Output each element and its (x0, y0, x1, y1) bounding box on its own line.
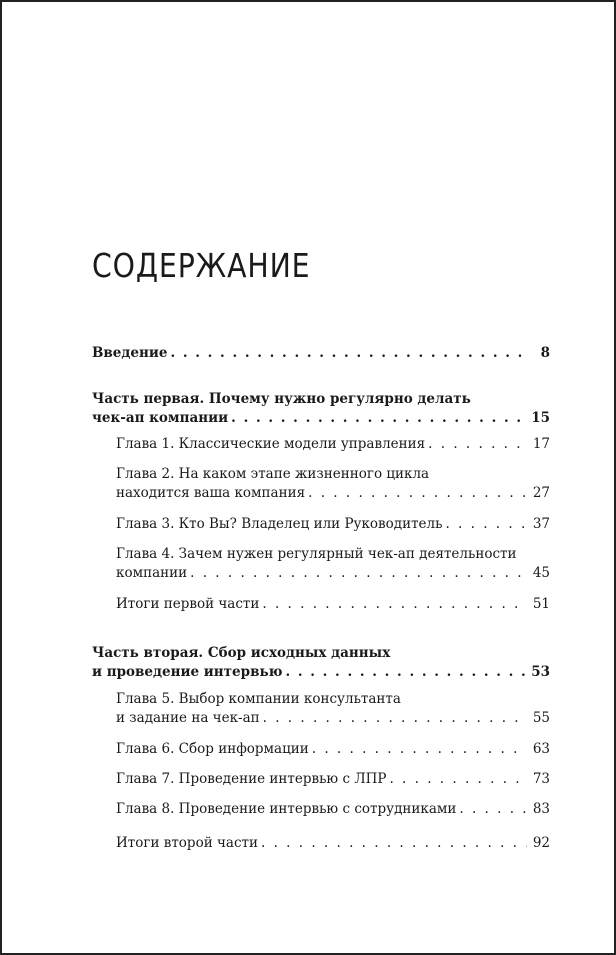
toc-chapter-entry[interactable] (116, 800, 550, 819)
toc-page-number: 83 (532, 801, 550, 817)
toc-chapter-entry[interactable] (116, 690, 550, 728)
toc-chapter-entry[interactable] (116, 515, 550, 534)
toc-entry-title: чек-ап компании (92, 410, 229, 426)
dot-leader (445, 515, 526, 534)
toc-entry-last-line (116, 435, 550, 454)
toc-entry-line: Часть вторая. Сбор исходных данных (92, 645, 391, 661)
toc-page-number: 37 (532, 516, 550, 532)
dot-leader (285, 663, 525, 682)
toc-chapter-entry[interactable] (116, 465, 550, 503)
toc-page-number: 45 (532, 565, 550, 581)
dot-leader (459, 800, 526, 819)
toc-entry-last-line (116, 595, 550, 614)
toc-entry-last-line (116, 800, 550, 819)
toc-chapter-entry[interactable] (116, 834, 550, 853)
dot-leader (170, 344, 528, 363)
toc-chapter-entry[interactable] (116, 595, 550, 614)
toc-entry-line: Глава 5. Выбор компании консультанта (116, 691, 401, 707)
toc-part-entry[interactable] (92, 644, 550, 682)
toc-entry-title: Глава 3. Кто Вы? Владелец или Руководитель (116, 516, 443, 532)
toc-entry-title: и проведение интервью (92, 664, 283, 680)
toc-page-number: 27 (532, 485, 550, 501)
toc-entry-last-line (116, 564, 550, 583)
toc-part-entry[interactable] (92, 390, 550, 428)
dot-leader (262, 595, 526, 614)
toc-chapter-entry[interactable] (116, 740, 550, 759)
toc-entry-title: Итоги второй части (116, 835, 258, 851)
toc-entry-title: Глава 8. Проведение интервью с сотрудниками (116, 801, 457, 817)
toc-chapter-entry[interactable] (116, 435, 550, 454)
toc-part-entry[interactable] (92, 344, 550, 363)
toc-page-number: 55 (532, 710, 550, 726)
toc-entry-title: и задание на чек-ап (116, 710, 260, 726)
toc-entry-title: Введение (92, 345, 168, 361)
toc-page-number: 15 (531, 410, 550, 426)
dot-leader (428, 435, 527, 454)
dot-leader (190, 564, 527, 583)
toc-entry-last-line (116, 770, 550, 789)
toc-entry-line: Часть первая. Почему нужно регулярно делать (92, 391, 471, 407)
toc-entry-last-line (92, 663, 550, 682)
toc-page-number: 73 (532, 771, 550, 787)
toc-entry-last-line (116, 515, 550, 534)
toc-page-number: 17 (532, 436, 550, 452)
toc-page-number: 8 (540, 345, 550, 361)
toc-entry-title: компании (116, 565, 188, 581)
toc-chapter-entry[interactable] (116, 770, 550, 789)
toc-chapter-entry[interactable] (116, 545, 550, 583)
dot-leader (261, 834, 527, 853)
toc-entry-last-line (116, 484, 550, 503)
toc-entry-title: находится ваша компания (116, 485, 306, 501)
toc-page-number: 51 (532, 596, 550, 612)
dot-leader (308, 484, 527, 503)
toc-entry-title: Глава 7. Проведение интервью с ЛПР (116, 771, 387, 787)
dot-leader (312, 740, 527, 759)
toc-entry-last-line (92, 344, 550, 363)
toc-page-number: 92 (532, 835, 550, 851)
toc-entry-title: Глава 6. Сбор информации (116, 741, 309, 757)
dot-leader (263, 709, 527, 728)
dot-leader (231, 409, 525, 428)
toc-page-number: 63 (532, 741, 550, 757)
toc-entry-title: Глава 1. Классические модели управления (116, 436, 426, 452)
toc-heading: СОДЕРЖАНИЕ (92, 246, 311, 285)
toc-entry-last-line (116, 709, 550, 728)
toc-entry-title: Итоги первой части (116, 596, 260, 612)
toc-entry-line: Глава 4. Зачем нужен регулярный чек-ап деятельности (116, 546, 517, 562)
toc-entry-last-line (116, 740, 550, 759)
dot-leader (389, 770, 526, 789)
toc-entry-last-line (92, 409, 550, 428)
toc-page-number: 53 (531, 664, 550, 680)
toc-entry-line: Глава 2. На каком этапе жизненного цикла (116, 466, 430, 482)
toc-entry-last-line (116, 834, 550, 853)
